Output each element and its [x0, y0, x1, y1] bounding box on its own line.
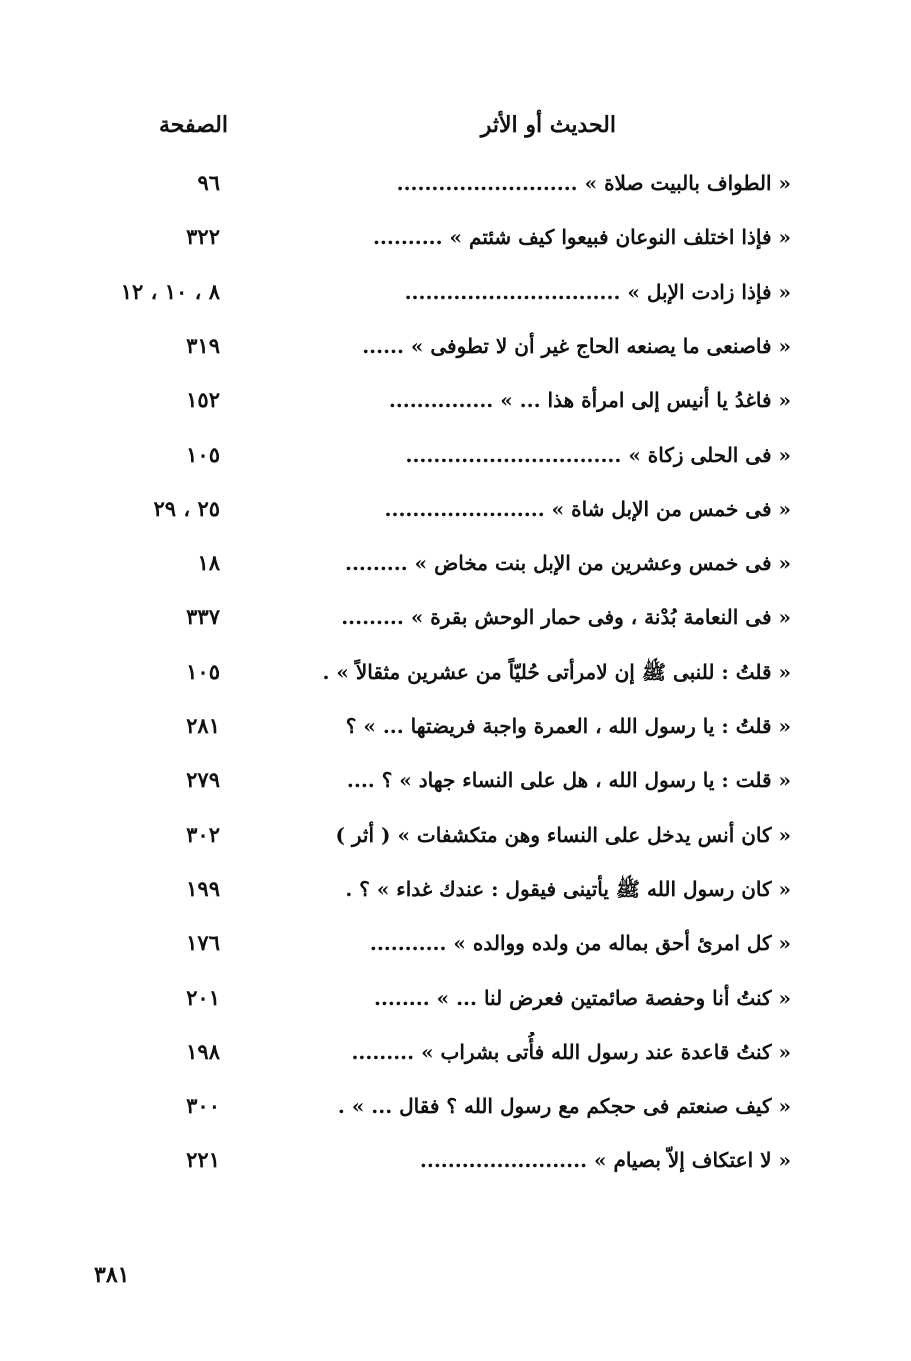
index-row — [0, 815, 911, 855]
index-row — [0, 869, 911, 909]
index-row — [0, 489, 911, 529]
index-row — [0, 597, 911, 637]
index-row — [0, 652, 911, 692]
hadith-text: « كان رسول الله ﷺ يأتينى فيقول : عندك غداء » ؟ . — [345, 877, 791, 901]
page-reference: ٢٥ ، ٢٩ — [153, 496, 220, 521]
hadith-text: « فاغدُ يا أنيس إلى امرأة هذا ... » ............... — [388, 388, 791, 412]
hadith-text: « لا اعتكاف إلاّ بصيام » ........................ — [419, 1148, 791, 1172]
hadith-text: « كيف صنعتم فى حجكم مع رسول الله ؟ فقال ... » . — [337, 1094, 791, 1118]
hadith-text: « فإذا اختلف النوعان فبيعوا كيف شئتم » .......... — [372, 225, 791, 249]
hadith-text: « قلتُ : يا رسول الله ، العمرة واجبة فريضتها ... » ؟ — [345, 714, 791, 738]
hadith-text: « الطواف بالبيت صلاة » .......................... — [396, 171, 791, 195]
index-row — [0, 978, 911, 1018]
hadith-text: « فى الحلى زكاة » ............................... — [405, 443, 791, 467]
page-reference: ١٩٨ — [186, 1039, 220, 1064]
hadith-text: « كل امرئ أحق بماله من ولده ووالده » ........... — [369, 931, 791, 955]
page-reference: ٢٠١ — [186, 985, 220, 1010]
page-reference: ١٥٢ — [186, 387, 220, 412]
index-row — [0, 272, 911, 312]
index-row — [0, 760, 911, 800]
hadith-text: « كان أنس يدخل على النساء وهن متكشفات » ( أثر ) — [335, 823, 791, 847]
index-row — [0, 923, 911, 963]
index-row — [0, 435, 911, 475]
index-row — [0, 163, 911, 203]
index-row — [0, 1086, 911, 1126]
page-reference: ٢٧٩ — [186, 767, 220, 792]
page-reference: ٢٢١ — [186, 1147, 220, 1172]
page-reference: ٢٨١ — [186, 713, 220, 738]
index-row — [0, 1140, 911, 1180]
hadith-text: « قلت : يا رسول الله ، هل على النساء جهاد » ؟ .... — [346, 768, 791, 792]
index-row — [0, 217, 911, 257]
hadith-text: « قلتُ : للنبى ﷺ إن لامرأتى حُليّاً من عشرين مثقالاً » . — [322, 660, 791, 684]
page-reference: ٩٦ — [197, 170, 220, 195]
index-row — [0, 326, 911, 366]
page-reference: ٣٢٢ — [186, 224, 220, 249]
index-row — [0, 706, 911, 746]
index-row — [0, 543, 911, 583]
page-number: ٣٨١ — [94, 1262, 130, 1288]
page-column-header: الصفحة — [158, 112, 228, 138]
page-reference: ٣٠٢ — [186, 822, 220, 847]
index-row — [0, 380, 911, 420]
page-reference: ٣٣٧ — [186, 604, 220, 629]
hadith-text: « فى النعامة بُدْنة ، وفى حمار الوحش بقرة » ......... — [341, 605, 791, 629]
page-reference: ٨ ، ١٠ ، ١٢ — [120, 279, 220, 304]
hadith-text: « كنتُ أنا وحفصة صائمتين فعرض لنا ... » ........ — [373, 986, 791, 1010]
hadith-column-header: الحديث أو الأثر — [480, 112, 616, 138]
page-reference: ١٠٥ — [186, 442, 220, 467]
hadith-text: « فاصنعى ما يصنعه الحاج غير أن لا تطوفى » ...... — [362, 334, 791, 358]
page-reference: ٣٠٠ — [186, 1093, 220, 1118]
page-reference: ١٨ — [197, 550, 220, 575]
page-reference: ١٧٦ — [186, 930, 220, 955]
hadith-text: « فإذا زادت الإبل » ............................... — [404, 280, 791, 304]
index-row — [0, 1032, 911, 1072]
page-reference: ١٩٩ — [186, 876, 220, 901]
hadith-text: « فى خمس من الإبل شاة » ....................... — [384, 497, 791, 521]
page-reference: ٣١٩ — [186, 333, 220, 358]
hadith-text: « كنتُ قاعدة عند رسول الله فأُتى بشراب » ......... — [351, 1040, 791, 1064]
page-reference: ١٠٥ — [186, 659, 220, 684]
hadith-text: « فى خمس وعشرين من الإبل بنت مخاض » ......... — [345, 551, 791, 575]
